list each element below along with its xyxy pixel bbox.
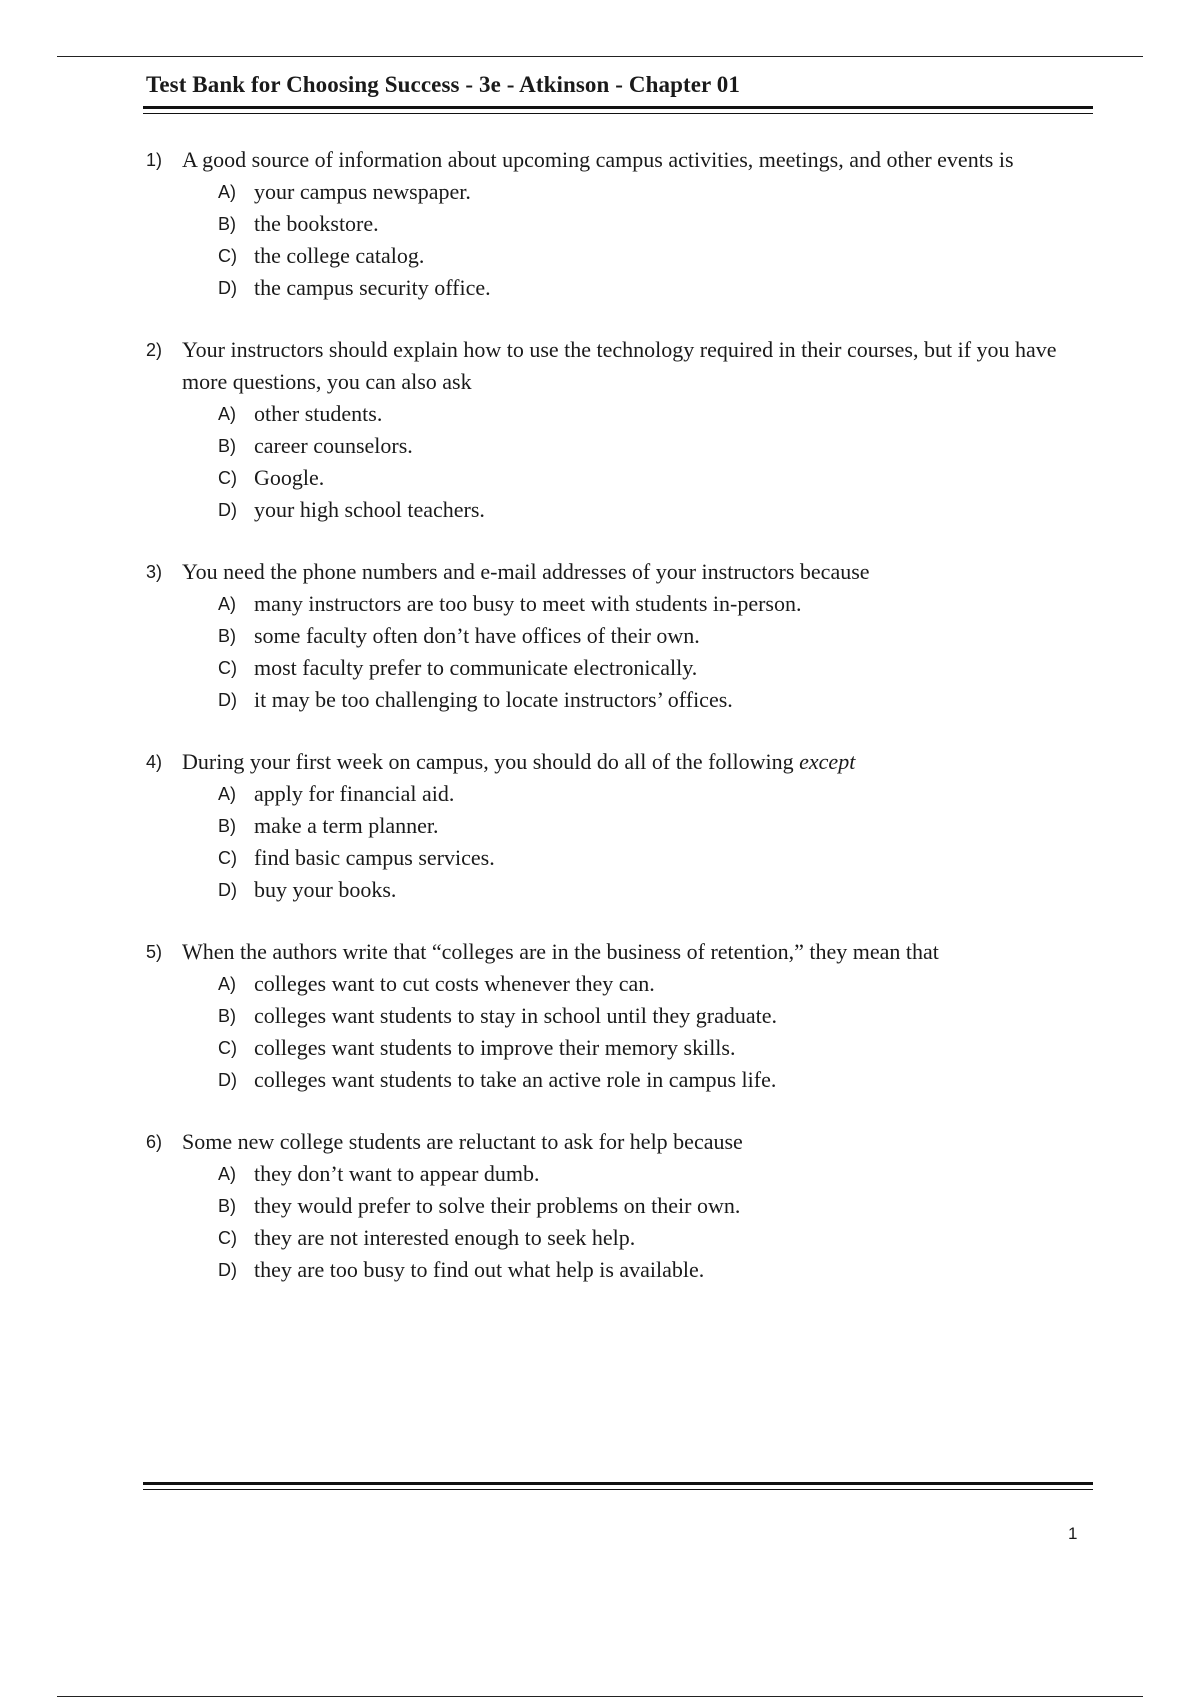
answer-option-a [218,176,1086,208]
option-text: many instructors are too busy to meet with students in-person. [254,591,802,616]
option-text: colleges want students to take an active role in campus life. [254,1067,777,1092]
option-letter: C) [218,468,237,488]
question-number: 3) [146,562,163,582]
answer-option-c [218,240,1086,272]
option-text: career counselors. [254,433,413,458]
answer-option-d [218,1064,1086,1096]
option-letter: B) [218,816,236,836]
answer-options [218,1158,1086,1286]
question-text-main: During your first week on campus, you should do all of the following [182,749,794,774]
answer-options [218,176,1086,304]
answer-option-c [218,652,1086,684]
question-text [182,746,1086,778]
question-4 [146,746,1086,906]
option-text: it may be too challenging to locate instructors’ offices. [254,687,733,712]
answer-option-c [218,462,1086,494]
question-number: 6) [146,1132,163,1152]
question-number: 1) [146,150,163,170]
option-text: colleges want to cut costs whenever they can. [254,971,655,996]
question-text: You need the phone numbers and e-mail addresses of your instructors because [182,559,870,584]
question-list [146,144,1086,1316]
option-letter: C) [218,658,237,678]
option-letter: A) [218,594,236,614]
answer-option-c [218,842,1086,874]
answer-options [218,968,1086,1096]
answer-option-b [218,208,1086,240]
option-text: buy your books. [254,877,397,902]
answer-option-a [218,588,1086,620]
answer-option-a [218,968,1086,1000]
answer-option-c [218,1222,1086,1254]
option-letter: B) [218,626,236,646]
option-letter: A) [218,182,236,202]
option-letter: D) [218,1260,237,1280]
option-letter: D) [218,500,237,520]
answer-option-a [218,398,1086,430]
option-text: other students. [254,401,383,426]
answer-option-b [218,810,1086,842]
option-text: find basic campus services. [254,845,495,870]
option-letter: D) [218,278,237,298]
option-text: they are not interested enough to seek help. [254,1225,636,1250]
option-text: they don’t want to appear dumb. [254,1161,540,1186]
answer-option-b [218,1190,1086,1222]
question-1 [146,144,1086,304]
option-text: make a term planner. [254,813,439,838]
question-text: A good source of information about upcoming campus activities, meetings, and other events is [182,147,1014,172]
option-letter: B) [218,1196,236,1216]
option-text: the college catalog. [254,243,425,268]
option-letter: C) [218,246,237,266]
answer-option-d [218,1254,1086,1286]
option-text: apply for financial aid. [254,781,455,806]
answer-option-d [218,494,1086,526]
option-text: most faculty prefer to communicate electronically. [254,655,698,680]
option-text: they would prefer to solve their problems on their own. [254,1193,741,1218]
option-letter: C) [218,848,237,868]
question-number: 4) [146,752,163,772]
option-text: some faculty often don’t have offices of their own. [254,623,700,648]
question-6 [146,1126,1086,1286]
page-number: 1 [1068,1524,1078,1543]
option-text: the campus security office. [254,275,491,300]
answer-option-b [218,430,1086,462]
option-letter: A) [218,404,236,424]
option-letter: B) [218,214,236,234]
answer-option-d [218,272,1086,304]
option-text: colleges want students to improve their memory skills. [254,1035,736,1060]
option-text: your high school teachers. [254,497,485,522]
option-text: colleges want students to stay in school until they graduate. [254,1003,778,1028]
page-top-border [57,56,1143,57]
option-letter: B) [218,436,236,456]
option-letter: A) [218,1164,236,1184]
question-5 [146,936,1086,1096]
option-letter: B) [218,1006,236,1026]
answer-options [218,398,1086,526]
option-text: the bookstore. [254,211,379,236]
answer-options [218,778,1086,906]
header-double-rule [143,106,1093,114]
page-bottom-border [57,1696,1143,1697]
answer-options [218,588,1086,716]
answer-option-b [218,620,1086,652]
question-text-emphasis: except [799,749,856,774]
option-text: they are too busy to find out what help is available. [254,1257,705,1282]
footer-double-rule [143,1482,1093,1490]
option-text: your campus newspaper. [254,179,471,204]
option-text: Google. [254,465,325,490]
option-letter: C) [218,1038,237,1058]
question-text: Your instructors should explain how to use the technology required in their courses, but if you have more questions, you can also ask [182,337,1057,394]
option-letter: D) [218,1070,237,1090]
option-letter: D) [218,880,237,900]
option-letter: D) [218,690,237,710]
question-number: 5) [146,942,163,962]
document-header-title: Test Bank for Choosing Success - 3e - Atkinson - Chapter 01 [146,72,740,97]
answer-option-c [218,1032,1086,1064]
answer-option-d [218,874,1086,906]
question-3 [146,556,1086,716]
answer-option-b [218,1000,1086,1032]
option-letter: C) [218,1228,237,1248]
answer-option-d [218,684,1086,716]
question-text: Some new college students are reluctant to ask for help because [182,1129,743,1154]
answer-option-a [218,1158,1086,1190]
option-letter: A) [218,784,236,804]
question-number: 2) [146,340,163,360]
question-2 [146,334,1086,526]
answer-option-a [218,778,1086,810]
option-letter: A) [218,974,236,994]
question-text: When the authors write that “colleges are in the business of retention,” they mean that [182,939,939,964]
